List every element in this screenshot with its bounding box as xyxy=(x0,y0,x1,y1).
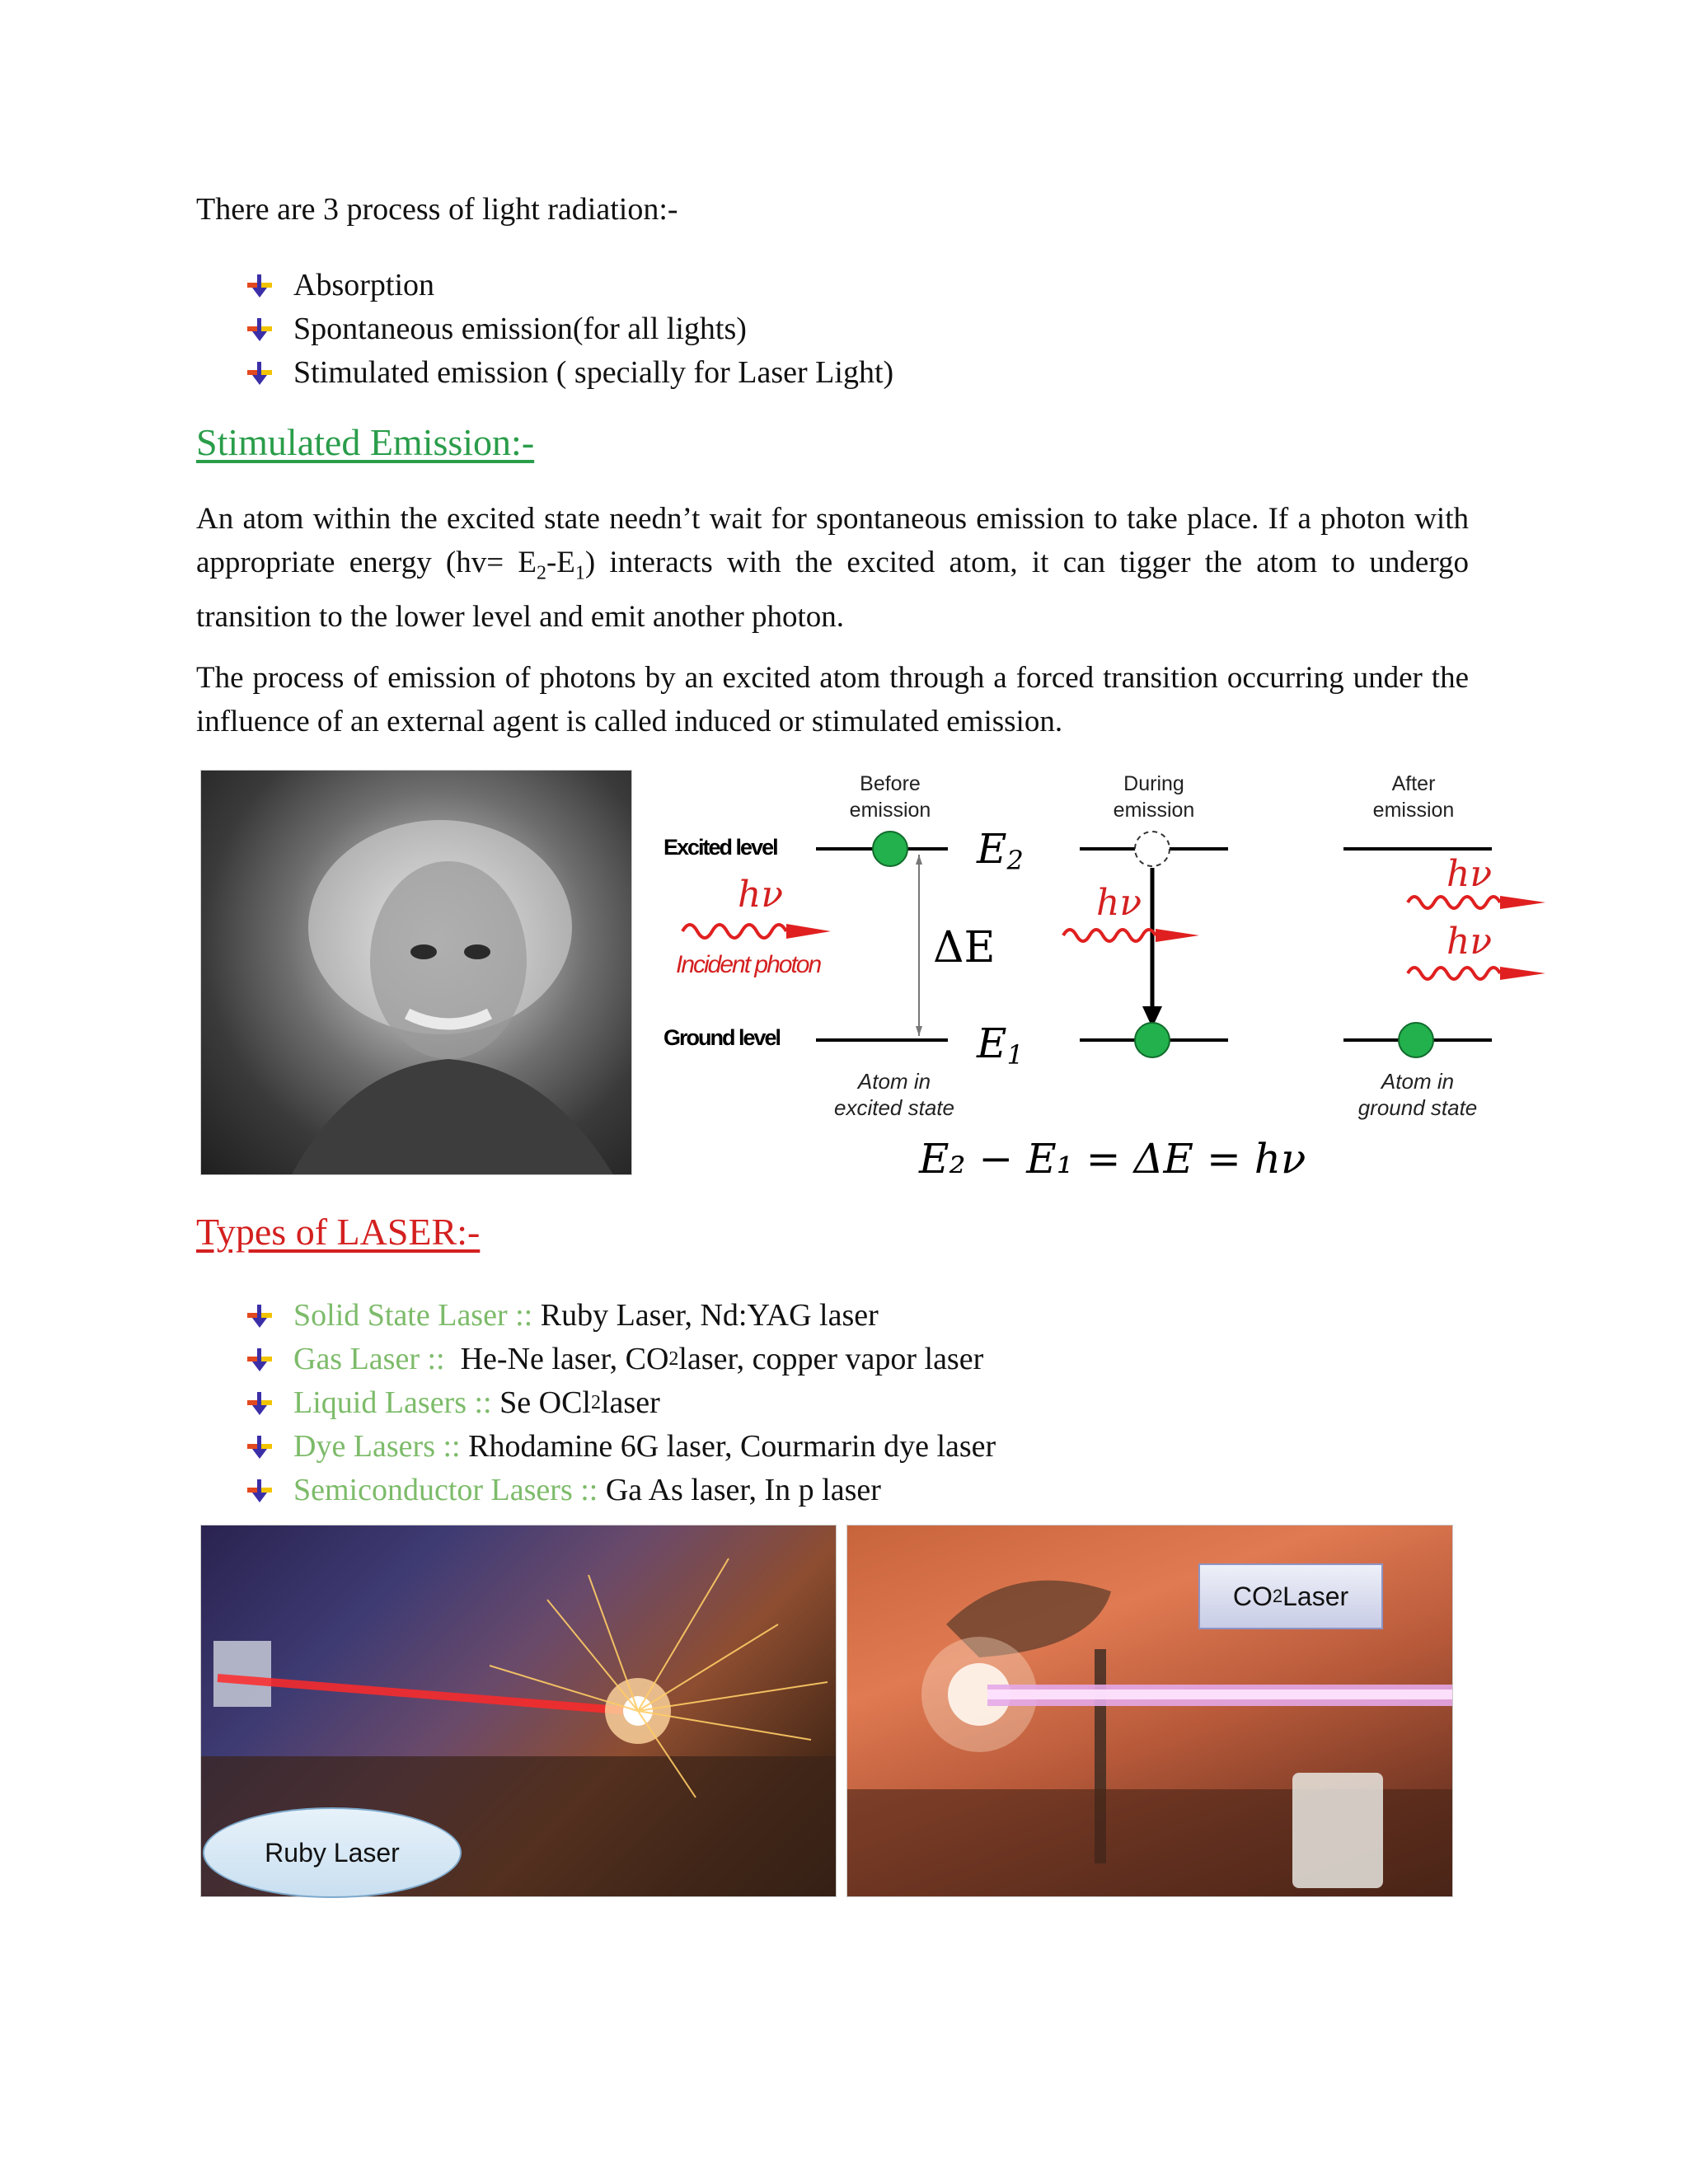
list-item: Solid State Laser :: Ruby Laser, Nd:YAG laser xyxy=(246,1294,996,1338)
emitted-photon-wave-2 xyxy=(1408,968,1500,979)
down-arrow-bullet-icon xyxy=(246,1346,274,1374)
atom-excited-label-2: excited state xyxy=(834,1095,954,1120)
excited-level-label: Excited level xyxy=(663,835,777,860)
list-item: Spontaneous emission(for all lights) xyxy=(246,307,893,351)
after-label-1: After xyxy=(1391,772,1436,795)
hv-incident-label: hν xyxy=(738,874,784,916)
list-item: Liquid Lasers :: Se OCl 2 laser xyxy=(246,1381,996,1425)
vacated-atom-position xyxy=(1135,832,1170,866)
laser-types-list xyxy=(246,1294,996,1512)
list-item: Absorption xyxy=(246,264,893,307)
down-arrow-bullet-icon xyxy=(246,1390,274,1418)
process-list xyxy=(246,264,893,395)
during-label-2: emission xyxy=(1113,799,1195,822)
ground-atom-after xyxy=(1399,1023,1433,1057)
during-label-1: During xyxy=(1123,772,1184,795)
ground-level-label: Ground level xyxy=(663,1025,781,1050)
hv-during-label: hν xyxy=(1096,882,1142,924)
stimulated-paragraph-2: The process of emission of photons by an excited atom through a forced transition occurring under the influence of an external agent is called induced or stimulated emission. xyxy=(196,661,1469,738)
atom-ground-label-1: Atom in xyxy=(1381,1069,1455,1094)
co2-laser-label: CO 2 Laser xyxy=(1198,1563,1383,1629)
emitted-photon-wave-1 xyxy=(1408,897,1500,908)
down-arrow-bullet-icon xyxy=(246,1433,274,1461)
stimulating-photon-wave xyxy=(1063,930,1156,941)
atom-excited-label-1: Atom in xyxy=(857,1069,931,1094)
down-arrow-bullet-icon xyxy=(246,272,274,300)
portrait-silhouette xyxy=(201,771,631,1174)
down-arrow-bullet-icon xyxy=(246,316,274,344)
e1-label: E1 xyxy=(977,1019,1024,1071)
incident-photon-label: Incident photon xyxy=(676,951,821,978)
list-item: Stimulated emission ( specially for Laser Light) xyxy=(246,351,893,395)
stimulated-emission-diagram xyxy=(651,762,1558,1199)
ground-atom-during xyxy=(1135,1023,1170,1057)
ruby-laser-label: Ruby Laser xyxy=(203,1807,462,1898)
excited-atom xyxy=(873,832,907,866)
after-label-2: emission xyxy=(1372,799,1455,822)
hv-emitted-label-2: hν xyxy=(1447,921,1493,963)
energy-equation: E₂ − E₁ = ΔE = hν xyxy=(919,1135,1306,1183)
types-of-laser-heading: Types of LASER:- xyxy=(196,1211,481,1253)
list-item: Gas Laser :: He-Ne laser, CO 2 laser, copper vapor laser xyxy=(246,1338,996,1381)
einstein-portrait-image xyxy=(200,770,632,1175)
list-item: Dye Lasers :: Rhodamine 6G laser, Courmarin dye laser xyxy=(246,1425,996,1469)
intro-text: There are 3 process of light radiation:- xyxy=(196,192,678,227)
before-label-2: emission xyxy=(849,799,931,822)
delta-e-label: ΔE xyxy=(933,923,996,972)
stimulated-paragraph-1: An atom within the excited state needn’t wait for spontaneous emission to take place. If a photon with appropriate energy $(hv= E_2-E_1)$ interacts with the excited atom, it can tigger the atom to undergo transition to the lower level and emit another photon. xyxy=(196,502,1469,635)
incident-photon-wave xyxy=(682,925,786,938)
hv-emitted-label-1: hν xyxy=(1447,853,1493,895)
atom-ground-label-2: ground state xyxy=(1357,1095,1478,1120)
down-arrow-bullet-icon xyxy=(246,359,274,387)
down-arrow-bullet-icon xyxy=(246,1477,274,1505)
down-arrow-bullet-icon xyxy=(246,1302,274,1330)
stimulated-emission-heading: Stimulated Emission:- xyxy=(196,421,535,463)
before-label-1: Before xyxy=(860,772,921,795)
list-item: Semiconductor Lasers :: Ga As laser, In p laser xyxy=(246,1469,996,1512)
e2-label: E2 xyxy=(977,825,1024,876)
